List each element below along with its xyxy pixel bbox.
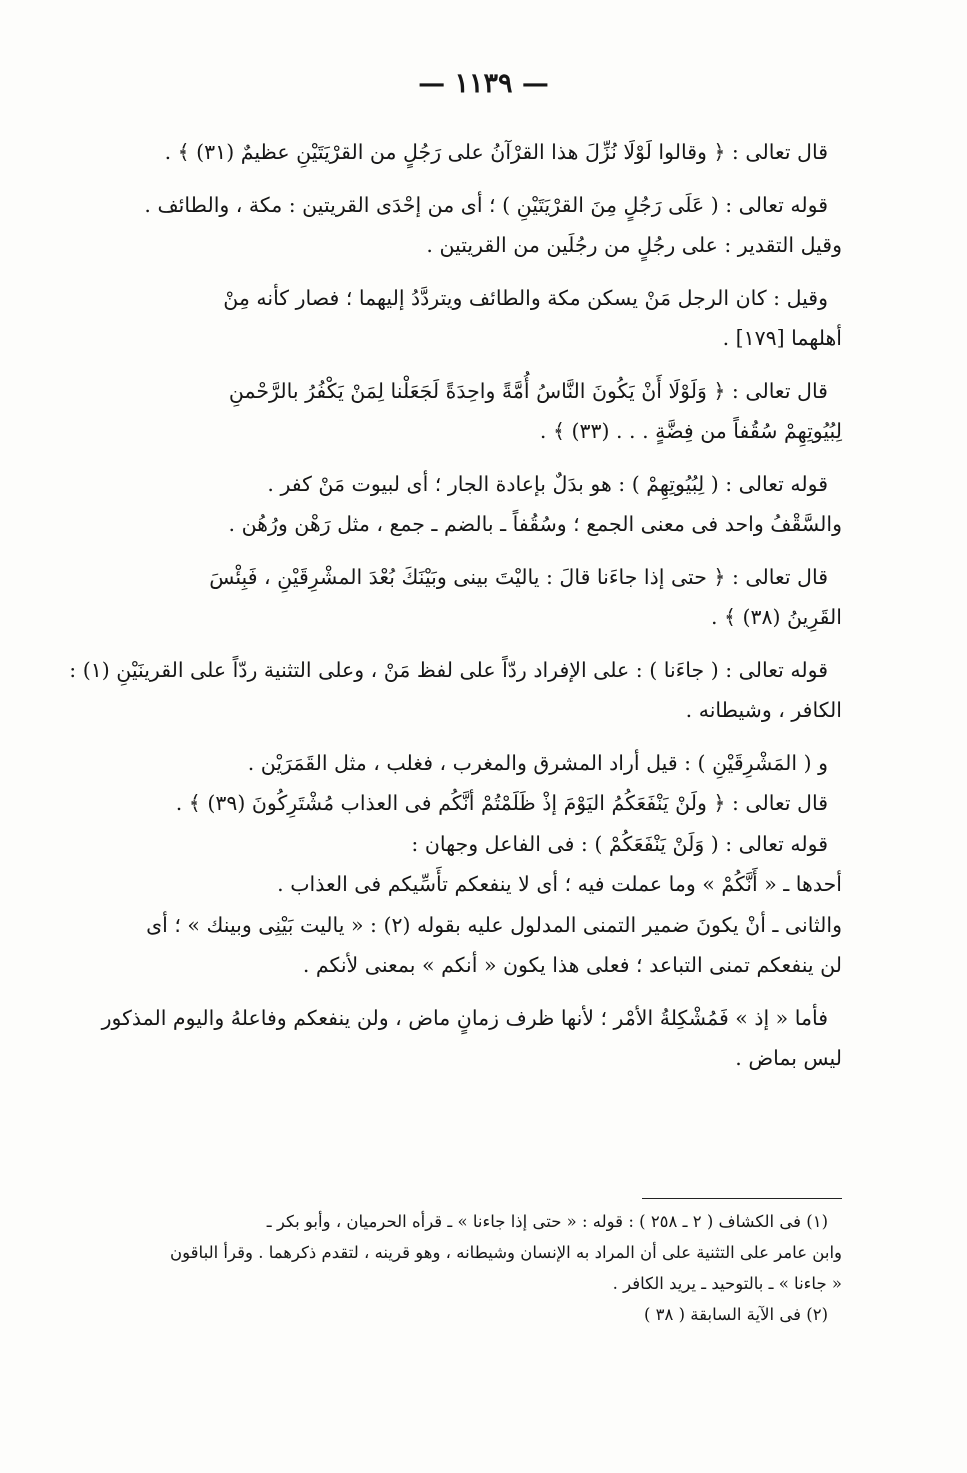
paragraph-commentary-33 [62, 464, 842, 545]
paragraph-verse-33 [62, 371, 842, 452]
text-line: والسَّقْفُ واحد فى معنى الجمع ؛ وسُقُفاً ـ بالضم ـ جمع ، مثل رَهْن ورُهُن . [228, 512, 842, 536]
text-line: والثانى ـ أنْ يكونَ ضمير التمنى المدلول عليه بقوله (٢) : « ياليت بَيْنِى وبينك » ؛ أى [146, 912, 842, 937]
text-line: قال تعالى : ﴿ ولَنْ يَنْفَعَكُمُ اليَوْمَ إذْ ظَلَمْتُمْ أنَّكُم فى العذاب مُشْتَرِكُونَ (٣٩) ﴾ . [175, 791, 828, 815]
main-text [62, 132, 842, 1091]
text-line: لِبُيُوتِهِمْ سُقُفاً من فِضَّةٍ . . . (٣٣) ﴾ . [539, 419, 842, 443]
footnote-line: (١) فى الكشاف ( ٢ ـ ٢٥٨ ) : قوله : « حتى إذا جاءنا » ـ قرأه الحرميان ، وأبو بكر ـ [266, 1212, 828, 1231]
footnote-line: « جاءنا » ـ بالتوحيد ـ يريد الكافر . [612, 1274, 842, 1293]
text-line: لن ينفعكم تمنى التباعد ؛ فعلى هذا يكون « أنكم » بمعنى لأنكم . [302, 953, 842, 977]
paragraph-verse-38 [62, 557, 842, 638]
text-line: أحدها ـ « أَنَّكُمْ » وما عملت فيه ؛ أى لا ينفعكم تأَسِّيكم فى العذاب . [277, 872, 842, 896]
paragraph-idh-discussion [62, 998, 842, 1079]
paragraph-alternate-view [62, 278, 842, 359]
text-line: قال تعالى : ﴿ وَلَوْلَا أَنْ يَكُونَ النَّاسُ أُمَّةً واحِدَةً لَجَعَلْنا لِمَنْ يَكْفُرُ بالرَّحْمنِ [228, 378, 828, 403]
text-line: قوله تعالى : ( وَلَنْ يَنْفَعَكُمْ ) : فى الفاعل وجهان : [411, 831, 828, 856]
text-line: وقيل التقدير : على رجُلٍ من رجُلَين من القريتين . [426, 233, 842, 257]
page-number: — ١١٣٩ — [418, 68, 549, 99]
text-line: قال تعالى : ﴿ حتى إذا جاءَنا قالَ : ياليْتَ بينى وبَيْنَكَ بُعْدَ المشْرِقَيْنِ ، فَبِئْسَ [209, 564, 828, 589]
text-line: القَرِينُ (٣٨) ﴾ . [710, 605, 842, 629]
text-line: الكافر ، وشيطانه . [685, 698, 842, 722]
text-line: قال تعالى : ﴿ وقالوا لَوْلَا نُزِّلَ هذا القرْآنُ على رَجُلٍ من القرْيَتَيْنِ عظيمٌ (٣١) ﴾ . [164, 140, 828, 164]
footnotes [62, 1206, 842, 1330]
paragraph-verse-39 [62, 743, 842, 986]
text-line: قوله تعالى : ( لِبُيُوتِهِمْ ) : هو بدَلٌ بإعادة الجار ؛ أى لبيوت مَنْ كفر . [267, 471, 828, 496]
text-line: أهلهما [١٧٩] . [722, 326, 842, 350]
text-line: و ( المَشْرِقَيْنِ ) : قيل أراد المشرق والمغرب ، فغلب ، مثل القَمَرَيْن . [247, 750, 828, 775]
footnote-line: وابن عامر على التثنية على أن المراد به الإنسان وشيطانه ، وهو قرينه ، لتقدم ذكرهما . وقرأ الباقون [170, 1243, 842, 1262]
footnote-divider [642, 1198, 842, 1199]
text-line: فأما « إذ » فَمُشْكِلةُ الأمْر ؛ لأنها ظرف زمانٍ ماض ، ولن ينفعكم وفاعلهُ واليوم المذكور [101, 1005, 828, 1030]
paragraph-commentary-38 [62, 650, 842, 731]
paragraph-verse-31 [62, 132, 842, 173]
text-line: ليس بماض . [735, 1046, 842, 1070]
text-line: وقيل : كان الرجل مَنْ يسكن مكة والطائف ويتردَّدُ إليهما ؛ فصار كأنه مِنْ [223, 285, 828, 310]
text-line: قوله تعالى : ( جاءَنا ) : على الإفراد ردّاً على لفظ مَنْ ، وعلى التثنية ردّاً على القرينَيْنِ (١) : [69, 657, 828, 682]
text-line: قوله تعالى : ( عَلَى رَجُلٍ مِنَ القرْيَتَيْنِ ) ؛ أى من إحْدَى القريتين : مكة ، والطائف . [144, 192, 828, 217]
footnote-line: (٢) فى الآية السابقة ( ٣٨ ) [643, 1305, 828, 1324]
paragraph-commentary-31 [62, 185, 842, 266]
